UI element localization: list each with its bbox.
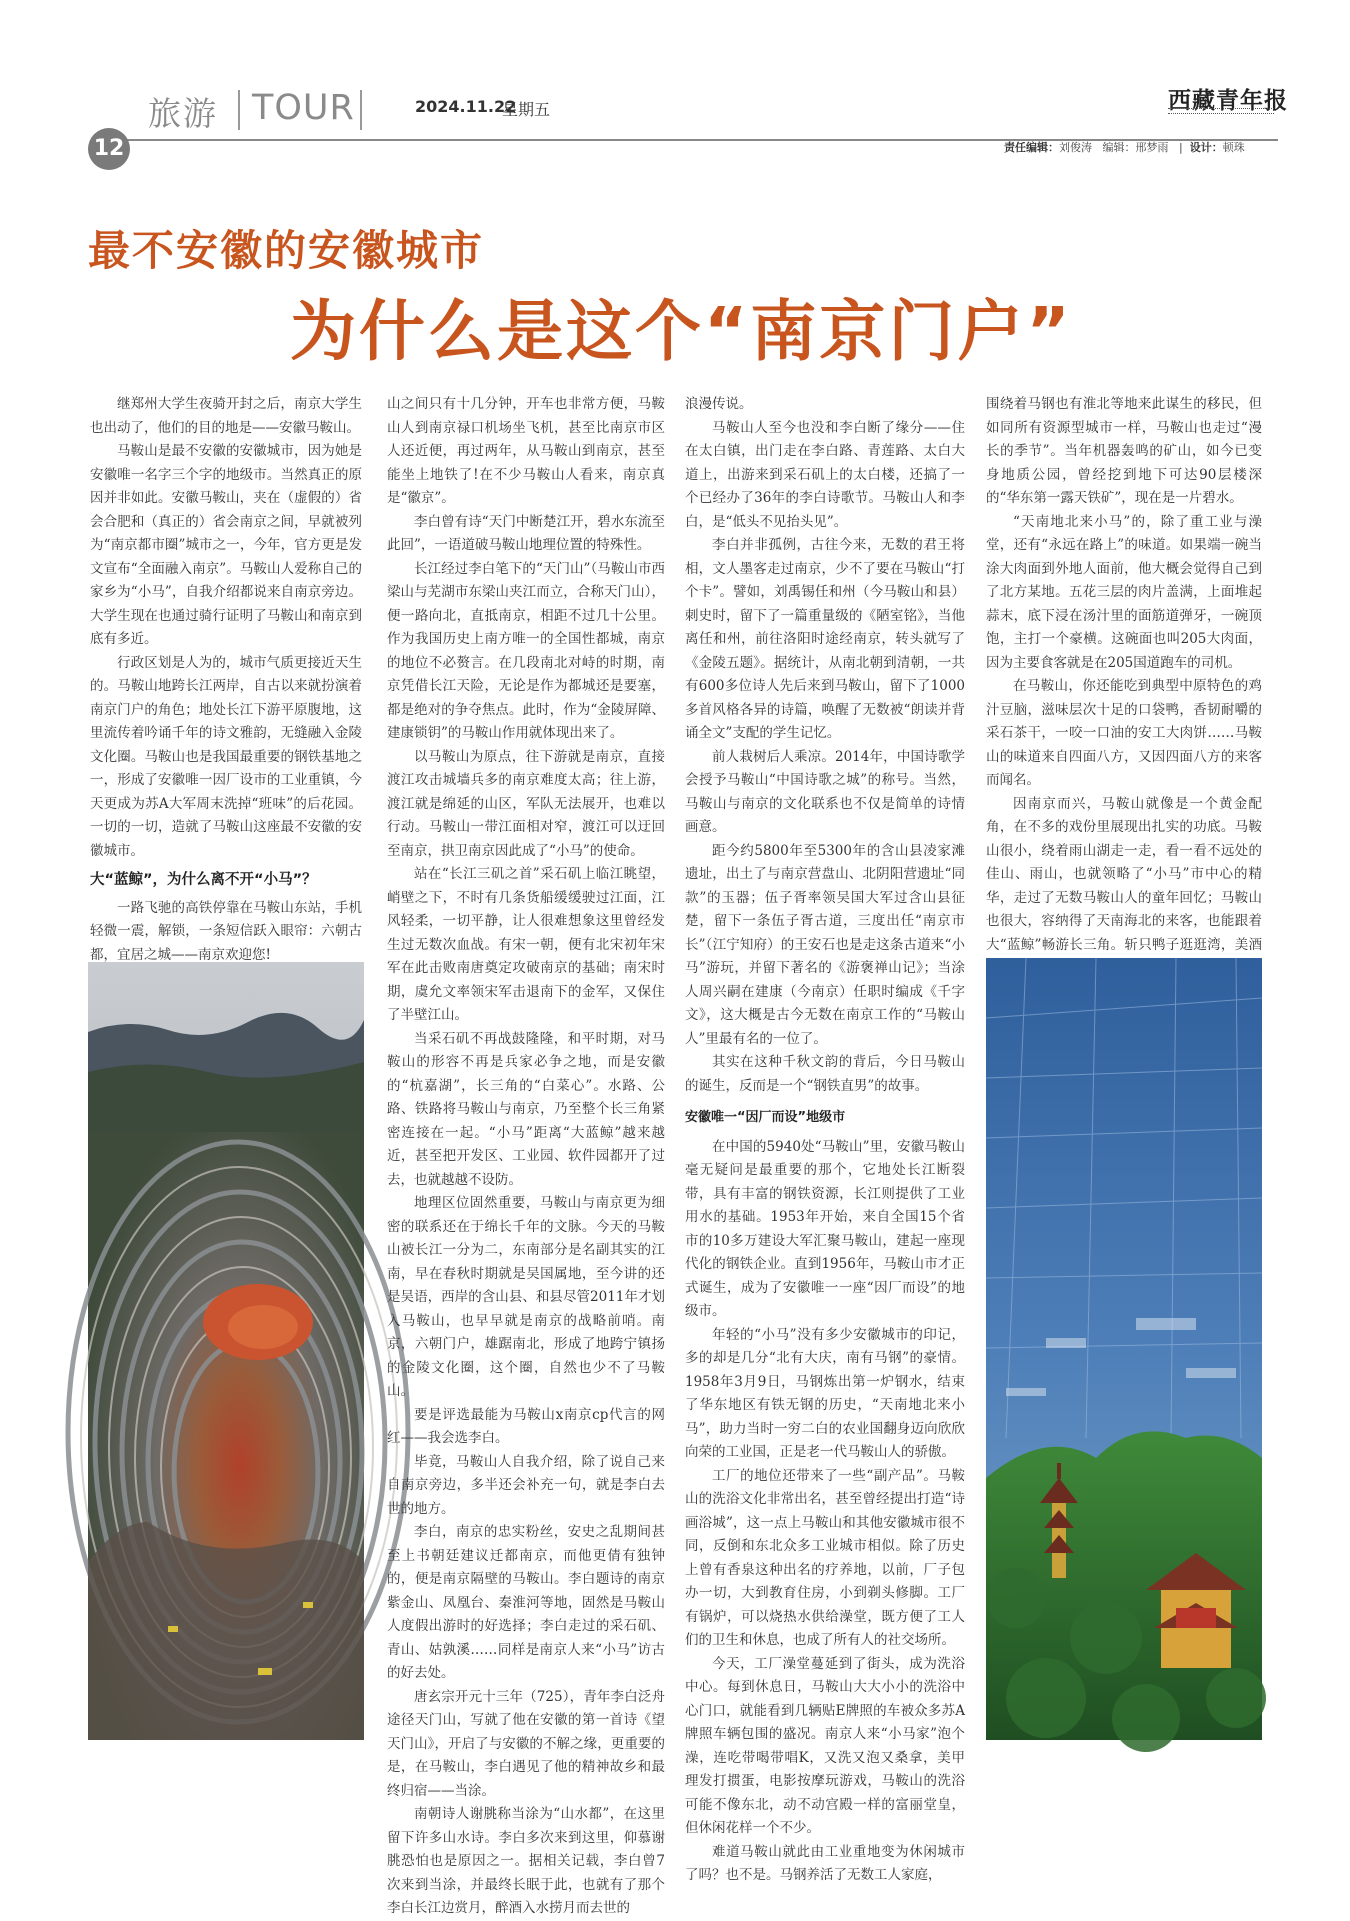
paragraph: 工厂的地位还带来了一些“副产品”。马鞍山的洗浴文化非常出名，甚至曾经提出打造“诗画浴城”，这一点上马鞍山和其他安徽城市很不同，反倒和东北众多工业城市相似。除了历史上曾有香泉这种出名的疗养地，以前，厂子包办一切，大到教育住房，小到剃头修脚。工厂有锅炉，可以烧热水供给澡堂，既方便了工人们的卫生和休息，也成了所有人的社交场所。 [685, 1467, 965, 1648]
article-column-3 [685, 393, 965, 1883]
paragraph: 站在“长江三矶之首”采石矶上临江眺望，峭壁之下，不时有几条货船缓缓驶过江面，江风轻柔，一切平静，让人很难想象这里曾经发生过无数次血战。有宋一朝，便有北宋初年宋军在此击败南唐奠定攻破南京的基础；南宋时期，虞允文率领宋军击退南下的金军，又保住了半壁江山。 [387, 866, 665, 1023]
section-name-cn: 旅游 [148, 94, 218, 133]
paragraph: 要是评选最能为马鞍山x南京cp代言的网红——我会选李白。 [387, 1406, 665, 1446]
open-pit-mine-photo [88, 962, 364, 1740]
issue-date: 2024.11.22 [415, 97, 517, 116]
paragraph: 围绕着马钢也有淮北等地来此谋生的移民，但如同所有资源型城市一样，马鞍山也走过“漫长的季节”。当年机器轰鸣的矿山，如今已变身地质公园，曾经挖到地下可达90层楼深的“华东第一露天铁矿”，现在是一片碧水。 [986, 396, 1262, 506]
paragraph: 因南京而兴，马鞍山就像是一个黄金配角，在不多的戏份里展现出扎实的功底。马鞍山很小，绕着雨山湖走一走，看一看不远处的佳山、雨山，也就领略了“小马”市中心的精华，走过了无数马鞍山人的童年回忆；马鞍山也很大，容纳得了天南海北的来客，也能跟着大“蓝鲸”畅游长三角。斩只鸭子逛逛湾，美酒 [986, 795, 1262, 953]
paragraph: 唐玄宗开元十三年（725），青年李白泛舟途径天门山，写就了他在安徽的第一首诗《望天门山》，开启了与安徽的不解之缘，更重要的是，在马鞍山，李白遇见了他的精神故乡和最终归宿——当涂。 [387, 1688, 665, 1799]
paragraph: 马鞍山是最不安徽的安徽城市，因为她是安徽唯一名字三个字的地级市。当然真正的原因并非如此。安徽马鞍山，夹在（虚假的）省会合肥和（真正的）省会南京之间，早就被列为“南京都市圈”城市之一，今年，官方更是发文宣布“全面融入南京”。马鞍山人爱称自己的家乡为“小马”，自我介绍都说来自南京旁边。大学生现在也通过骑行证明了马鞍山和南京到底有多近。 [90, 443, 362, 647]
header-divider [360, 90, 362, 130]
paragraph: 地理区位固然重要，马鞍山与南京更为细密的联系还在于绵长千年的文脉。今天的马鞍山被长江一分为二，东南部分是名副其实的江南，早在春秋时期就是吴国属地，至今讲的还是吴语，西岸的含山县、和县尽管2011年才划入马鞍山，也早早就是南京的战略前哨。南京，六朝门户，雄踞南北，形成了地跨宁镇扬的金陵文化圈，这个圈，自然也少不了马鞍山。 [387, 1195, 665, 1399]
article-subtitle: 为什么是这个“南京门户” [290, 293, 1073, 370]
responsible-editor: 刘俊涛 [1059, 141, 1092, 154]
paragraph: 李白并非孤例，古往今来，无数的君王将相，文人墨客走过南京，少不了要在马鞍山“打个卡”。譬如，刘禹锡任和州（今马鞍山和县）刺史时，留下了一篇重量级的《陋室铭》，当他离任和州，前往洛阳时途经南京，转头就写了《金陵五题》。据统计，从南北朝到清朝，一共有600多位诗人先后来到马鞍山，留下了1000多首风格各异的诗篇，唤醒了无数被“朗读并背诵全文”支配的学生记忆。 [685, 537, 965, 741]
editor-label: 编辑： [1102, 141, 1136, 154]
newspaper-name: 西藏青年报 [1168, 87, 1288, 114]
paragraph: 以马鞍山为原点，往下游就是南京，直接渡江攻击城墙兵多的南京难度太高；往上游，渡江就是绵延的山区，军队无法展开，也难以行动。马鞍山一带江面相对窄，渡江可以迂回至南京，拱卫南京因此成了“小马”的使命。 [387, 748, 665, 859]
paragraph: 长江经过李白笔下的“天门山”（马鞍山市西梁山与芜湖市东梁山夹江而立，合称天门山），便一路向北，直抵南京，相距不过几十公里。作为我国历史上南方唯一的全国性都城，南京的地位不必赘言。在几段南北对峙的时期，南京凭借长江天险，无论是作为都城还是要塞，都是绝对的争夺焦点。此时，作为“金陵屏障、建康锁钥”的马鞍山作用就体现出来了。 [387, 560, 665, 741]
page-number: 12 [88, 128, 130, 170]
issue-weekday: 星期五 [502, 100, 551, 119]
paragraph: 行政区划是人为的，城市气质更接近天生的。马鞍山地跨长江两岸，自古以来就扮演着南京门户的角色；地处长江下游平原腹地，这里流传着吟诵千年的诗文雅韵，无缝融入金陵文化圈。马鞍山也是我国最重要的钢铁基地之一，形成了安徽唯一因厂设市的工业重镇，今天更成为苏A大军周末洗掉“班味”的后花园。一切的一切，造就了马鞍山这座最不安徽的安徽城市。 [90, 654, 362, 859]
paragraph: 南朝诗人谢朓称当涂为“山水都”，在这里留下许多山水诗。李白多次来到这里，仰慕谢朓恐怕也是原因之一。据相关记载，李白曾7次来到当涂，并最终长眠于此，也就有了那个李白长江边赏月，醉酒入水捞月而去世的 [387, 1806, 665, 1916]
paragraph: 毕竟，马鞍山人自我介绍，除了说自己来自南京旁边，多半还会补充一句，就是李白去世的地方。 [387, 1453, 665, 1517]
paragraph: 山之间只有十几分钟，开车也非常方便，马鞍山人到南京禄口机场坐飞机，甚至比南京市区人还近便，再过两年，从马鞍山到南京，甚至能坐上地铁了!在不少马鞍山人看来，南京真是“徽京”。 [387, 396, 665, 506]
paragraph: 继郑州大学生夜骑开封之后，南京大学生也出动了，他们的目的地是——安徽马鞍山。 [90, 396, 362, 436]
paragraph: 李白曾有诗“天门中断楚江开，碧水东流至此回”，一语道破马鞍山地理位置的特殊性。 [387, 513, 665, 553]
tibetan-script-line [1168, 108, 1274, 114]
design-label: 设计： [1189, 141, 1223, 154]
paragraph: 其实在这种千秋文韵的背后，今日马鞍山的诞生，反而是一个“钢铁直男”的故事。 [685, 1054, 965, 1094]
paragraph: “天南地北来小马”的，除了重工业与澡堂，还有“永远在路上”的味道。如果端一碗当涂大肉面到外地人面前，他大概会觉得自己到了北方某地。五花三层的肉片盖满，上面堆起蒜末，底下浸在汤汁里的面筋道弹牙，一碗顶饱，主打一个豪横。这碗面也叫205大肉面，因为主要食客就是在205国道跑车的司机。 [986, 513, 1262, 671]
section-heading: 安徽唯一“因厂而设”地级市 [685, 1110, 846, 1125]
paragraph: 今天，工厂澡堂蔓延到了街头，成为洗浴中心。每到休息日，马鞍山大大小小的洗浴中心门口，就能看到几辆贴E牌照的车被众多苏A牌照车辆包围的盛况。南京人来“小马家”泡个澡，连吃带喝带唱K，又洗又泡又桑拿，美甲理发打掼蛋，电影按摩玩游戏，马鞍山的洗浴可能不像东北，动不动宫殿一样的富丽堂皇，但休闲花样一个不少。 [685, 1655, 965, 1836]
editor-credits: 责任编辑：刘俊涛 编辑：邢梦雨 | 设计：顿珠 [1004, 141, 1245, 154]
section-heading: 大“蓝鲸”，为什么离不开“小马”？ [90, 872, 317, 888]
paragraph: 年轻的“小马”没有多少安徽城市的印记，多的却是几分“北有大庆，南有马钢”的豪情。1958年3月9日，马钢炼出第一炉钢水，结束了华东地区有铁无钢的历史，“天南地北来小马”，助力当时一穷二白的农业国翻身迈向欣欣向荣的工业国，正是老一代马鞍山人的骄傲。 [685, 1326, 965, 1460]
designer: 顿珠 [1222, 141, 1245, 154]
paragraph: 距今约5800年至5300年的含山县凌家滩遗址，出土了与南京营盘山、北阴阳营遗址“同款”的玉器；伍子胥率领吴国大军过含山县征楚，留下一条伍子胥古道，三度出任“南京市长”（江宁知府）的王安石也是走这条古道来“小马”游玩，并留下著名的《游褒禅山记》；当涂人周兴嗣在建康（今南京）任职时编成《千字文》，这大概是古今无数在南京工作的“马鞍山人”里最有名的一位了。 [685, 842, 965, 1047]
paragraph: 难道马鞍山就此由工业重地变为休闲城市了吗？也不是。马钢养活了无数工人家庭， [685, 1843, 965, 1883]
paragraph: 马鞍山人至今也没和李白断了缘分——住在太白镇，出门走在李白路、青莲路、太白大道上，出游来到采石矶上的太白楼，还搞了一个已经办了36年的李白诗歌节。马鞍山人和李白，是“低头不见抬头见”。 [685, 419, 965, 530]
paragraph: 浪漫传说。 [685, 396, 753, 412]
responsible-editor-label: 责任编辑： [1004, 141, 1059, 154]
paragraph: 一路飞驰的高铁停靠在马鞍山东站，手机轻微一震，解锁，一条短信跃入眼帘：六朝古都，宜居之城——南京欢迎您! [90, 899, 362, 963]
paragraph: 在中国的5940处“马鞍山”里，安徽马鞍山毫无疑问是最重要的那个，它地处长江断裂带，具有丰富的钢铁资源，长江则提供了工业用水的基础。1953年开始，来自全国15个省市的10多万建设大军汇聚马鞍山，建起一座现代化的钢铁企业。直到1956年，马鞍山市才正式诞生，成为了安徽唯一一座“因厂而设”的地级市。 [685, 1138, 965, 1319]
editor: 邢梦雨 [1135, 141, 1169, 154]
paragraph: 当采石矶不再战鼓隆隆，和平时期，对马鞍山的形容不再是兵家必争之地，而是安徽的“杭嘉湖”，长三角的“白菜心”。水路、公路、铁路将马鞍山与南京，乃至整个长三角紧密连接在一起。“小马”距离“大蓝鲸”越来越近，甚至把开发区、工业园、软件园都开了过去，也就越越不设防。 [387, 1030, 665, 1188]
paragraph: 前人栽树后人乘凉。2014年，中国诗歌学会授予马鞍山“中国诗歌之城”的称号。当然，马鞍山与南京的文化联系也不仅是简单的诗情画意。 [685, 748, 965, 835]
article-column-4 [986, 393, 1262, 1028]
paragraph: 在马鞍山，你还能吃到典型中原特色的鸡汁豆脑，滋味层次十足的口袋鸭，香韧耐嚼的采石茶干，一咬一口油的安工大肉饼……马鞍山的味道来自四面八方，又因四面八方的来客而闻名。 [986, 678, 1262, 788]
article-column-1 [90, 393, 362, 991]
paragraph: 李白，南京的忠实粉丝，安史之乱期间甚至上书朝廷建议迁都南京，而他更倩有独钟的，便是南京隔壁的马鞍山。李白题诗的南京紫金山、凤凰台、秦淮河等地，固然是马鞍山人度假出游时的好选择；李白走过的采石矶、青山、姑孰溪……同样是南京人来“小马”访古的好去处。 [387, 1524, 665, 1681]
pagoda-landscape-photo [986, 958, 1262, 1740]
article-column-2 [387, 393, 665, 1916]
article-title: 最不安徽的安徽城市 [88, 226, 485, 275]
section-name-en: TOUR [252, 88, 355, 128]
header-divider [238, 90, 240, 130]
